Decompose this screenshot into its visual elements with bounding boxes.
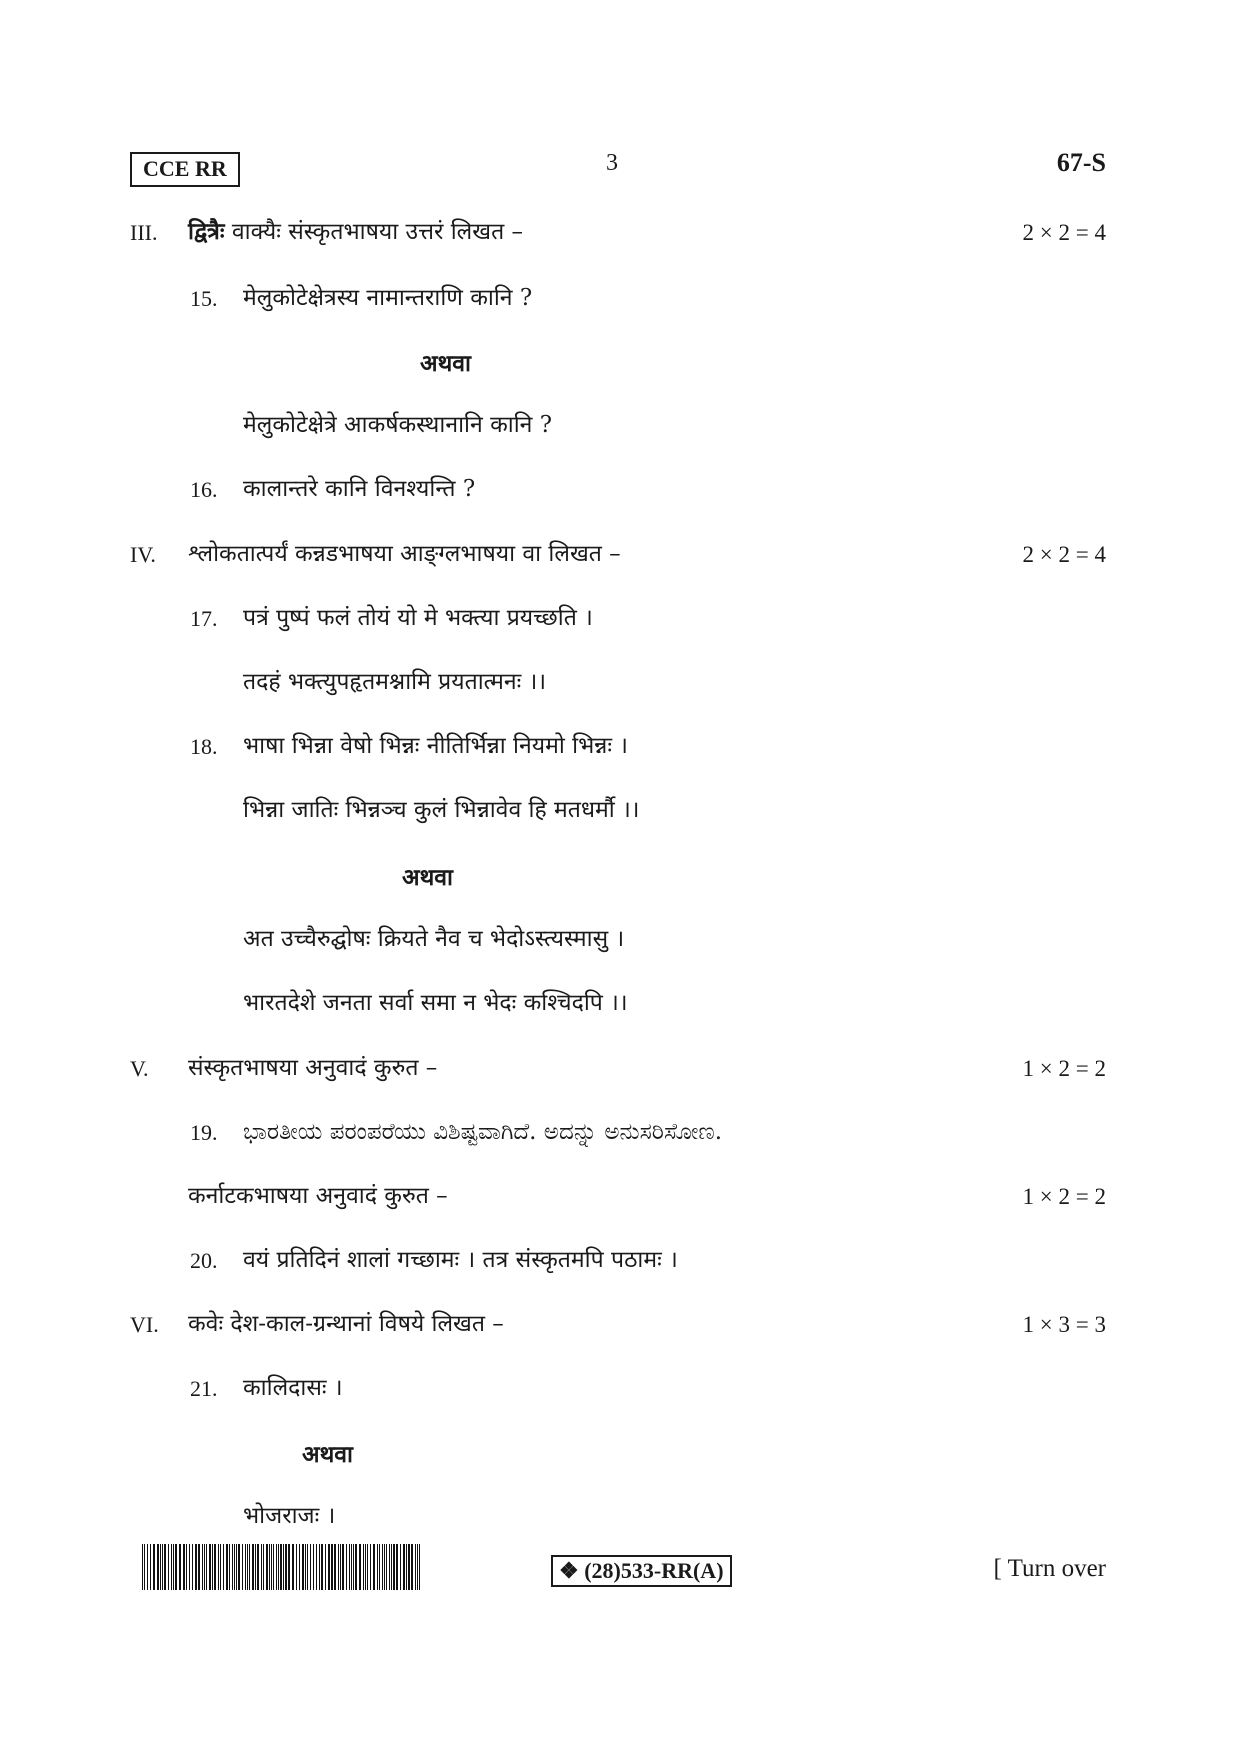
section-3-number: III. (130, 220, 158, 245)
question-18-alternative-line-2: भारतदेशे जनता सर्वा समा न भेदः कश्चिदपि ।। (243, 990, 628, 1016)
section-5-number: V. (130, 1056, 149, 1081)
paper-code-box: ❖ (28)533-RR(A) (551, 1555, 732, 1587)
section-6-number: VI. (130, 1312, 159, 1337)
question-21-number: 21. (190, 1376, 218, 1401)
question-17-line-2: तदहं भक्त्युपहृतमश्नामि प्रयतात्मनः ।। (243, 669, 547, 695)
barcode (142, 1544, 422, 1590)
series-code-box: CCE RR (130, 152, 240, 187)
or-label-1: अथवा (420, 350, 472, 377)
or-label-2: अथवा (402, 864, 454, 891)
question-18-line-1: भाषा भिन्ना वेषो भिन्नः नीतिर्भिन्ना नियमो भिन्नः । (243, 733, 629, 759)
question-16-number: 16. (190, 477, 218, 502)
question-18-number: 18. (190, 734, 218, 759)
or-label-3: अथवा (302, 1441, 354, 1468)
question-20-text: वयं प्रतिदिनं शालां गच्छामः । तत्र संस्कृतमपि पठामः । (243, 1247, 678, 1273)
question-19-number: 19. (190, 1120, 218, 1145)
section-5-marks-1: 1 × 2 = 2 (1022, 1056, 1106, 1081)
section-3-instruction (188, 217, 523, 247)
question-21-text: कालिदासः । (243, 1375, 343, 1401)
section-3-instruction-bold: द्वित्रैः (188, 218, 225, 245)
section-5-instruction-1: संस्कृतभाषया अनुवादं कुरुत – (188, 1055, 438, 1081)
turn-over-label: [ Turn over (993, 1555, 1106, 1582)
page-number: 3 (606, 150, 618, 176)
question-17-number: 17. (190, 606, 218, 631)
section-6-instruction: कवेः देश-काल-ग्रन्थानां विषये लिखत – (188, 1311, 504, 1337)
section-4-number: IV. (130, 542, 156, 567)
question-15-alternative: मेलुकोटेक्षेत्रे आकर्षकस्थानानि कानि ? (243, 412, 553, 438)
question-15-number: 15. (190, 286, 218, 311)
section-3-instruction-text: वाक्यैः संस्कृतभाषया उत्तरं लिखत – (224, 219, 523, 245)
section-3-marks: 2 × 2 = 4 (1022, 220, 1106, 245)
question-21-alternative: भोजराजः । (243, 1503, 336, 1529)
question-15-text: मेलुकोटेक्षेत्रस्य नामान्तराणि कानि ? (243, 285, 533, 311)
question-19-text: ಭಾರತೀಯ ಪರಂಪರೆಯು ವಿಶಿಷ್ಟವಾಗಿದೆ. ಅದನ್ನು ಅನುಸರಿಸೋಣ. (243, 1119, 723, 1145)
question-18-line-2: भिन्ना जातिः भिन्नञ्च कुलं भिन्नावेव हि मतधर्मौ ।। (243, 797, 640, 823)
question-17-line-1: पत्रं पुष्पं फलं तोयं यो मे भक्त्या प्रयच्छति । (243, 605, 593, 631)
question-16-text: कालान्तरे कानि विनश्यन्ति ? (243, 476, 476, 502)
subject-code: 67-S (1056, 148, 1106, 177)
section-4-instruction: श्लोकतात्पर्यं कन्नडभाषया आङ्ग्लभाषया वा लिखत – (188, 541, 621, 567)
question-18-alternative-line-1: अत उच्चैरुद्घोषः क्रियते नैव च भेदोऽस्त्यस्मासु । (243, 926, 625, 952)
section-5-instruction-2: कर्नाटकभाषया अनुवादं कुरुत – (188, 1183, 448, 1209)
section-5-marks-2: 1 × 2 = 2 (1022, 1184, 1106, 1209)
question-20-number: 20. (190, 1248, 218, 1273)
section-6-marks: 1 × 3 = 3 (1022, 1312, 1106, 1337)
section-4-marks: 2 × 2 = 4 (1022, 542, 1106, 567)
